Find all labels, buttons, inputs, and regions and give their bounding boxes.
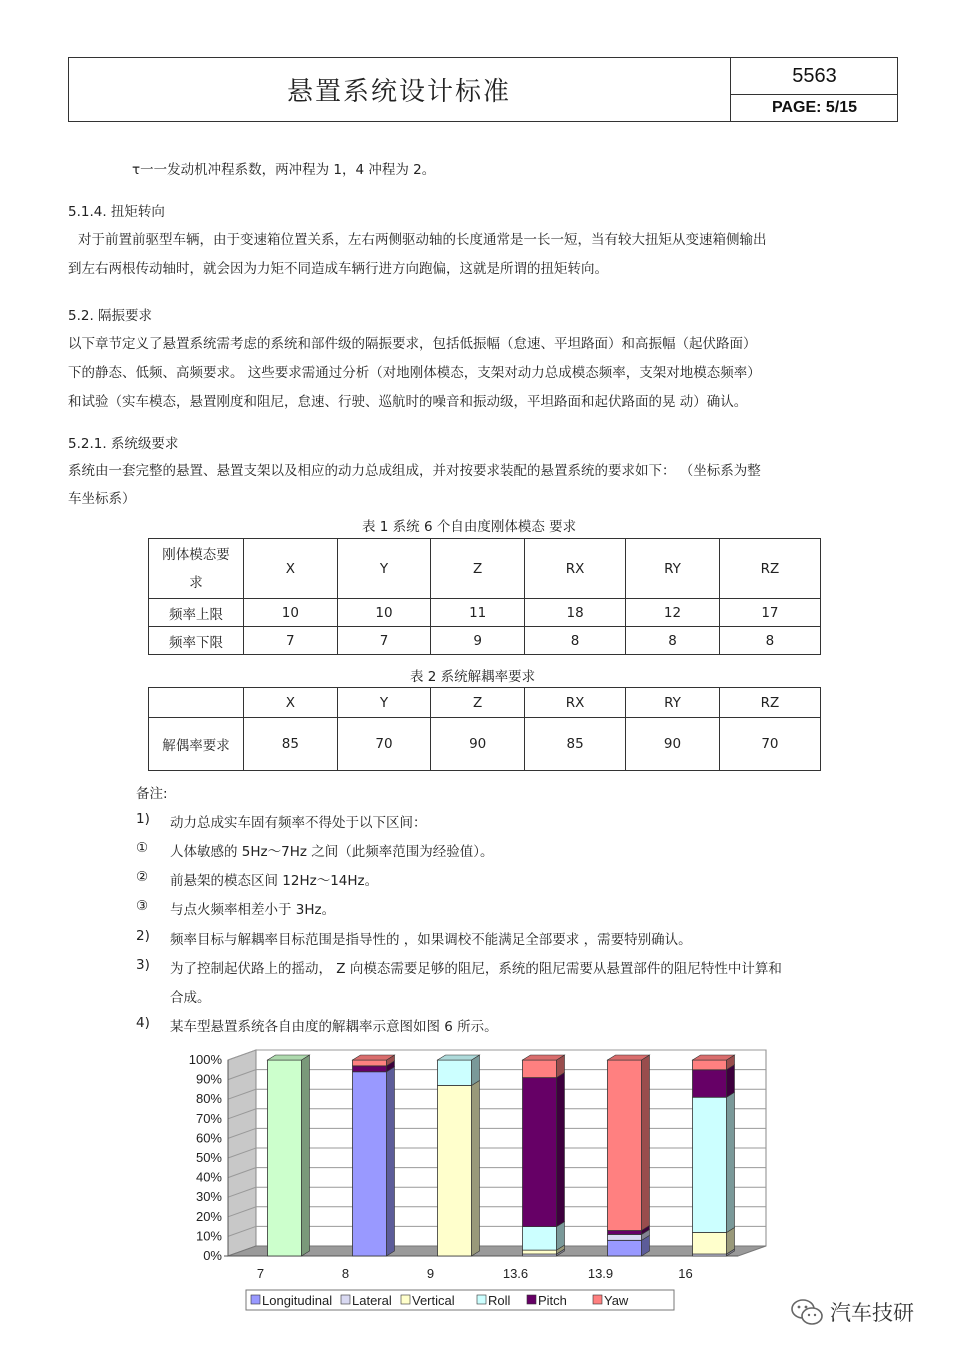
y-tick-label: 90% [195, 1071, 222, 1087]
table1-header-cell: Y [337, 539, 431, 599]
bar-segment [693, 1097, 727, 1232]
paragraph-line: 到左右两根传动轴时，就会因为力矩不同造成车辆行进方向跑偏，这就是所谓的扭矩转向。 [68, 261, 608, 277]
note-number: 1) [136, 811, 150, 827]
note-text: 人体敏感的 5Hz～7Hz 之间（此频率范围为经验值）。 [170, 844, 494, 860]
document-code: 5563 [731, 58, 898, 95]
x-tick-label: 8 [341, 1266, 350, 1281]
table2-header-cell: Y [337, 688, 431, 718]
x-tick-label: 16 [678, 1266, 693, 1281]
note-number: ③ [136, 898, 149, 914]
bar-segment [353, 1066, 387, 1072]
y-tick-label: 50% [195, 1150, 222, 1165]
y-tick-label: 30% [195, 1189, 222, 1205]
legend-swatch [527, 1295, 536, 1304]
table1-header-cell: X [244, 539, 338, 599]
document-title: 悬置系统设计标准 [286, 77, 511, 107]
note-text: 频率目标与解耦率目标范围是指导性的 ，如果调校不能满足全部要求 ，需要特别确认。 [170, 932, 692, 948]
y-tick-label: 0% [203, 1248, 222, 1263]
legend-label: Vertical [412, 1293, 455, 1308]
bar-segment [523, 1250, 557, 1254]
bar-top [268, 1055, 310, 1060]
bar-segment [268, 1060, 302, 1256]
bar-segment-side [387, 1067, 395, 1256]
bar-segment [608, 1060, 642, 1231]
section-5-2-1-heading: 5.2.1. 系统级要求 [68, 436, 179, 452]
table2-header-cell: Z [431, 688, 525, 718]
bar-segment [353, 1072, 387, 1256]
bar-segment [693, 1232, 727, 1254]
table1-corner-header: 刚体模态要 求 [149, 539, 244, 599]
row-label: 频率下限 [149, 627, 244, 655]
y-tick-label: 70% [195, 1110, 222, 1126]
table-cell: 10 [244, 599, 338, 627]
paragraph-line: 对于前置前驱型车辆，由于变速箱位置关系，左右两侧驱动轴的长度通常是一长一短，当有较大扭矩从变速箱侧输出 [78, 232, 767, 248]
bar-segment [523, 1227, 557, 1251]
paragraph-line: 下的静态、低频、高频要求。 这些要求需通过分析（对地刚体模态，支架对动力总成模态频率，支架对地模态频率） [68, 365, 761, 381]
table-cell: 8 [525, 627, 626, 655]
row-label: 频率上限 [149, 599, 244, 627]
table1-header-cell: Z [431, 539, 525, 599]
bar-segment [523, 1060, 557, 1078]
section-5-1-4-heading: 5.1.4. 扭矩转向 [68, 204, 165, 220]
table-cell: 7 [337, 627, 431, 655]
page-number: PAGE: 5/15 [771, 99, 858, 116]
table-cell: 90 [431, 718, 525, 771]
x-tick-label: 13.6 [502, 1266, 529, 1281]
bar-top [608, 1055, 650, 1060]
paragraph-line: 和试验（实车模态，悬置刚度和阻尼，怠速、行驶、巡航时的噪音和振动级，平坦路面和起伏路面的晃 动）确认。 [68, 394, 748, 410]
paragraph-line: 车坐标系） [68, 491, 136, 507]
note-number: 2) [136, 928, 150, 944]
bar-top [523, 1055, 565, 1060]
y-tick-label: 10% [195, 1228, 222, 1244]
bar-segment-side [472, 1080, 480, 1256]
legend-label: Pitch [538, 1293, 567, 1308]
note-number: 3) [136, 957, 150, 973]
watermark-text: 汽车技研 [830, 1301, 914, 1325]
table-cell: 85 [525, 718, 626, 771]
legend-label: Yaw [604, 1293, 629, 1308]
table-cell: 18 [525, 599, 626, 627]
bar-segment [438, 1085, 472, 1256]
paragraph-line: 以下章节定义了悬置系统需考虑的系统和部件级的隔振要求，包括低振幅（怠速、平坦路面）和高振幅（起伏路面） [68, 336, 757, 352]
watermark [790, 1297, 914, 1327]
note-text: 合成。 [170, 990, 211, 1006]
x-tick-label: 9 [426, 1266, 435, 1281]
legend-label: Lateral [352, 1293, 392, 1308]
row-label: 解偶率要求 [149, 718, 244, 771]
y-tick-label: 60% [195, 1130, 222, 1146]
legend-swatch [593, 1295, 602, 1304]
y-tick-label: 80% [195, 1091, 222, 1107]
bar-segment-side [727, 1092, 735, 1232]
bar-segment [693, 1060, 727, 1070]
bar-segment [608, 1231, 642, 1235]
legend-swatch [477, 1295, 486, 1304]
table-cell: 12 [626, 599, 720, 627]
section-5-2-heading: 5.2. 隔振要求 [68, 308, 153, 324]
note-number: 4) [136, 1015, 150, 1031]
legend-label: Roll [488, 1293, 511, 1308]
bar-segment [438, 1060, 472, 1085]
table1-header-cell: RY [626, 539, 720, 599]
table-cell: 8 [626, 627, 720, 655]
bar-segment-side [557, 1073, 565, 1227]
bar-segment [693, 1070, 727, 1097]
note-text: 动力总成实车固有频率不得处于以下区间： [170, 815, 427, 831]
bar-segment-side [727, 1065, 735, 1097]
bar-segment [608, 1234, 642, 1240]
table2-header-cell: RX [525, 688, 626, 718]
table2-header-cell: RZ [719, 688, 820, 718]
notes-title: 备注: [136, 786, 168, 802]
bar-segment-side [642, 1055, 650, 1231]
table2-header-cell: RY [626, 688, 720, 718]
table1-caption: 表 1 系统 6 个自由度刚体模态 要求 [362, 519, 577, 535]
table-cell: 11 [431, 599, 525, 627]
bar-segment [608, 1240, 642, 1256]
note-text: 前悬架的模态区间 12Hz～14Hz。 [170, 873, 379, 889]
bar-segment [353, 1060, 387, 1066]
y-tick-label: 40% [195, 1169, 222, 1185]
legend-swatch [341, 1295, 350, 1304]
table1-header-cell: RX [525, 539, 626, 599]
legend-label: Longitudinal [262, 1293, 333, 1308]
note-text: 与点火频率相差小于 3Hz。 [170, 902, 336, 918]
bar-top [693, 1055, 735, 1060]
note-number: ① [136, 840, 149, 856]
note-text: 为了控制起伏路上的摇动， Z 向模态需要足够的阻尼，系统的阻尼需要从悬置部件的阻尼特性中计算和 [170, 961, 782, 977]
note-text: 某车型悬置系统各自由度的解耦率示意图如图 6 所示。 [170, 1019, 498, 1035]
table-cell: 85 [244, 718, 338, 771]
bar-top [353, 1055, 395, 1060]
y-tick-label: 100% [188, 1052, 222, 1067]
x-tick-label: 13.9 [587, 1266, 614, 1281]
bar-segment-side [302, 1055, 310, 1256]
table-cell: 17 [719, 599, 820, 627]
table-cell: 70 [719, 718, 820, 771]
wechat-icon [790, 1297, 824, 1327]
table-cell: 9 [431, 627, 525, 655]
table-cell: 8 [719, 627, 820, 655]
stroke-coefficient-line: τ一一发动机冲程系数，两冲程为 1，4 冲程为 2。 [132, 162, 436, 178]
bar-segment [523, 1078, 557, 1227]
table-cell: 90 [626, 718, 720, 771]
table-cell: 10 [337, 599, 431, 627]
bar-top [438, 1055, 480, 1060]
table1-header-cell: RZ [719, 539, 820, 599]
table-cell: 7 [244, 627, 338, 655]
table2-header-cell: X [244, 688, 338, 718]
paragraph-line: 系统由一套完整的悬置、悬置支架以及相应的动力总成组成，并对按要求装配的悬置系统的要求如下： （坐标系为整 [68, 463, 761, 479]
table-cell: 70 [337, 718, 431, 771]
legend-swatch [251, 1295, 260, 1304]
note-number: ② [136, 869, 149, 885]
y-tick-label: 20% [195, 1208, 222, 1224]
legend-swatch [401, 1295, 410, 1304]
x-tick-label: 7 [256, 1266, 265, 1281]
table2-caption: 表 2 系统解耦率要求 [410, 669, 536, 685]
